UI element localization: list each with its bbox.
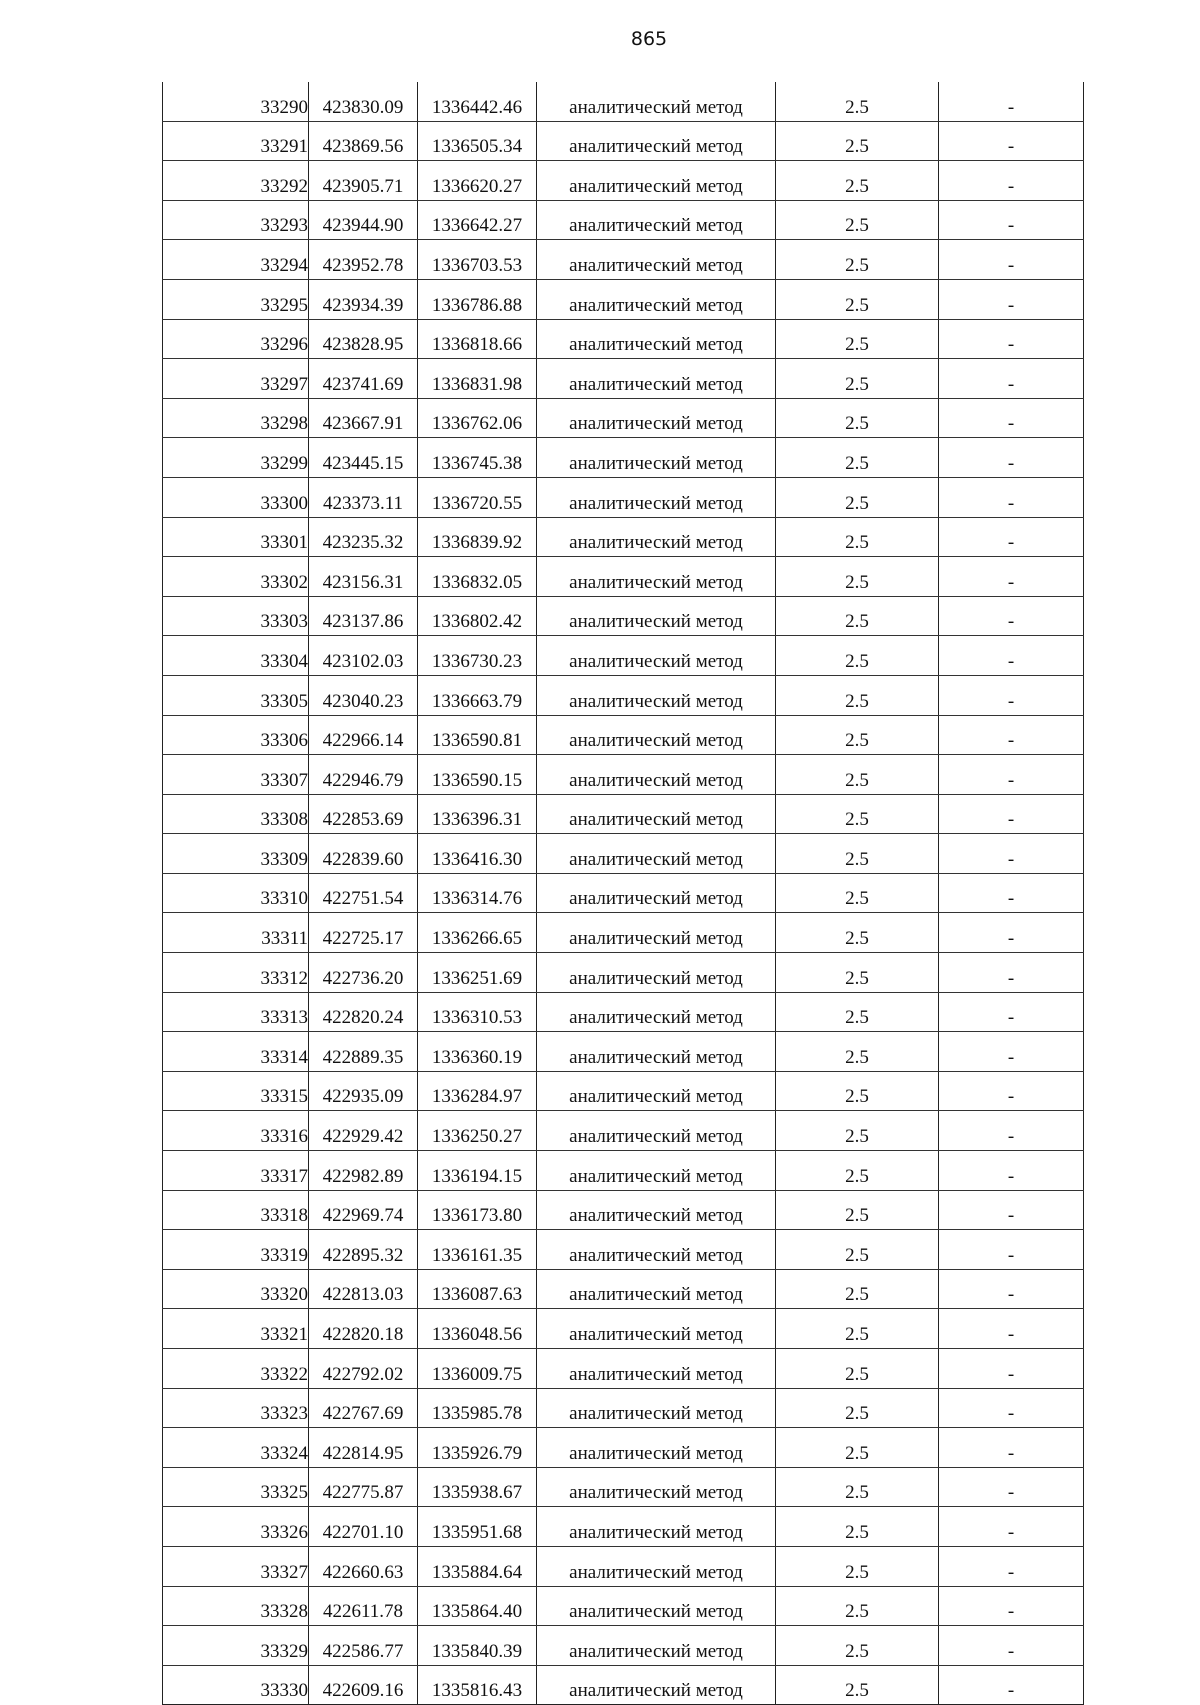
table-row: [163, 675, 1084, 715]
point-number-cell: 33306: [163, 715, 309, 755]
point-number-cell: 33303: [163, 596, 309, 636]
x-coordinate-cell: 422751.54: [309, 873, 418, 913]
accuracy-cell: 2.5: [776, 398, 939, 438]
x-coordinate-cell: 422736.20: [309, 953, 418, 993]
point-number-cell: 33326: [163, 1507, 309, 1547]
x-coordinate-cell: 423869.56: [309, 121, 418, 161]
accuracy-cell: 2.5: [776, 1388, 939, 1428]
accuracy-cell: 2.5: [776, 873, 939, 913]
point-number-cell: 33323: [163, 1388, 309, 1428]
point-number-cell: 33328: [163, 1586, 309, 1626]
y-coordinate-cell: 1336250.27: [418, 1111, 537, 1151]
point-number-cell: 33299: [163, 438, 309, 478]
y-coordinate-cell: 1336505.34: [418, 121, 537, 161]
point-number-cell: 33309: [163, 834, 309, 874]
x-coordinate-cell: 422725.17: [309, 913, 418, 953]
table-row: [163, 596, 1084, 636]
x-coordinate-cell: 422839.60: [309, 834, 418, 874]
method-cell: аналитический метод: [537, 636, 776, 676]
note-cell: -: [939, 82, 1084, 121]
note-cell: -: [939, 913, 1084, 953]
x-coordinate-cell: 423952.78: [309, 240, 418, 280]
method-cell: аналитический метод: [537, 1032, 776, 1072]
note-cell: -: [939, 992, 1084, 1032]
point-number-cell: 33316: [163, 1111, 309, 1151]
table-row: [163, 1586, 1084, 1626]
accuracy-cell: 2.5: [776, 1546, 939, 1586]
note-cell: -: [939, 1032, 1084, 1072]
table-row: [163, 913, 1084, 953]
y-coordinate-cell: 1336590.15: [418, 755, 537, 795]
coordinates-table: [162, 82, 1084, 1705]
table-row: [163, 715, 1084, 755]
x-coordinate-cell: 423040.23: [309, 675, 418, 715]
accuracy-cell: 2.5: [776, 675, 939, 715]
y-coordinate-cell: 1336284.97: [418, 1071, 537, 1111]
table-row: [163, 636, 1084, 676]
accuracy-cell: 2.5: [776, 913, 939, 953]
table-row: [163, 1032, 1084, 1072]
method-cell: аналитический метод: [537, 1349, 776, 1389]
method-cell: аналитический метод: [537, 596, 776, 636]
note-cell: -: [939, 1388, 1084, 1428]
table-row: [163, 1151, 1084, 1191]
x-coordinate-cell: 422609.16: [309, 1665, 418, 1705]
table-row: [163, 1071, 1084, 1111]
y-coordinate-cell: 1335840.39: [418, 1626, 537, 1666]
accuracy-cell: 2.5: [776, 477, 939, 517]
point-number-cell: 33312: [163, 953, 309, 993]
note-cell: -: [939, 1626, 1084, 1666]
table-row: [163, 1507, 1084, 1547]
accuracy-cell: 2.5: [776, 279, 939, 319]
y-coordinate-cell: 1336642.27: [418, 200, 537, 240]
y-coordinate-cell: 1336314.76: [418, 873, 537, 913]
note-cell: -: [939, 1151, 1084, 1191]
method-cell: аналитический метод: [537, 913, 776, 953]
x-coordinate-cell: 422660.63: [309, 1546, 418, 1586]
method-cell: аналитический метод: [537, 1151, 776, 1191]
table-row: [163, 161, 1084, 201]
accuracy-cell: 2.5: [776, 1269, 939, 1309]
accuracy-cell: 2.5: [776, 834, 939, 874]
method-cell: аналитический метод: [537, 319, 776, 359]
point-number-cell: 33298: [163, 398, 309, 438]
table-row: [163, 1428, 1084, 1468]
point-number-cell: 33321: [163, 1309, 309, 1349]
y-coordinate-cell: 1336048.56: [418, 1309, 537, 1349]
method-cell: аналитический метод: [537, 1428, 776, 1468]
method-cell: аналитический метод: [537, 755, 776, 795]
point-number-cell: 33329: [163, 1626, 309, 1666]
point-number-cell: 33308: [163, 794, 309, 834]
note-cell: -: [939, 1230, 1084, 1270]
accuracy-cell: 2.5: [776, 1626, 939, 1666]
x-coordinate-cell: 422814.95: [309, 1428, 418, 1468]
method-cell: аналитический метод: [537, 161, 776, 201]
note-cell: -: [939, 1309, 1084, 1349]
y-coordinate-cell: 1335926.79: [418, 1428, 537, 1468]
note-cell: -: [939, 1071, 1084, 1111]
x-coordinate-cell: 423944.90: [309, 200, 418, 240]
point-number-cell: 33318: [163, 1190, 309, 1230]
method-cell: аналитический метод: [537, 1269, 776, 1309]
table-row: [163, 1190, 1084, 1230]
method-cell: аналитический метод: [537, 794, 776, 834]
y-coordinate-cell: 1336831.98: [418, 359, 537, 399]
note-cell: -: [939, 200, 1084, 240]
x-coordinate-cell: 422946.79: [309, 755, 418, 795]
accuracy-cell: 2.5: [776, 1349, 939, 1389]
note-cell: -: [939, 1428, 1084, 1468]
note-cell: -: [939, 398, 1084, 438]
accuracy-cell: 2.5: [776, 1111, 939, 1151]
x-coordinate-cell: 422853.69: [309, 794, 418, 834]
table-row: [163, 1230, 1084, 1270]
note-cell: -: [939, 834, 1084, 874]
accuracy-cell: 2.5: [776, 161, 939, 201]
method-cell: аналитический метод: [537, 953, 776, 993]
note-cell: -: [939, 517, 1084, 557]
point-number-cell: 33315: [163, 1071, 309, 1111]
page-number: 865: [630, 28, 668, 50]
point-number-cell: 33322: [163, 1349, 309, 1389]
x-coordinate-cell: 422982.89: [309, 1151, 418, 1191]
method-cell: аналитический метод: [537, 715, 776, 755]
method-cell: аналитический метод: [537, 1388, 776, 1428]
x-coordinate-cell: 423156.31: [309, 557, 418, 597]
note-cell: -: [939, 240, 1084, 280]
accuracy-cell: 2.5: [776, 240, 939, 280]
table-row: [163, 873, 1084, 913]
table-row: [163, 1467, 1084, 1507]
table-row: [163, 279, 1084, 319]
method-cell: аналитический метод: [537, 1586, 776, 1626]
note-cell: -: [939, 121, 1084, 161]
point-number-cell: 33291: [163, 121, 309, 161]
method-cell: аналитический метод: [537, 1190, 776, 1230]
point-number-cell: 33297: [163, 359, 309, 399]
x-coordinate-cell: 422889.35: [309, 1032, 418, 1072]
note-cell: -: [939, 675, 1084, 715]
method-cell: аналитический метод: [537, 1626, 776, 1666]
table-row: [163, 1388, 1084, 1428]
y-coordinate-cell: 1336839.92: [418, 517, 537, 557]
x-coordinate-cell: 423830.09: [309, 82, 418, 121]
y-coordinate-cell: 1336310.53: [418, 992, 537, 1032]
method-cell: аналитический метод: [537, 279, 776, 319]
method-cell: аналитический метод: [537, 1071, 776, 1111]
x-coordinate-cell: 423102.03: [309, 636, 418, 676]
note-cell: -: [939, 1586, 1084, 1626]
y-coordinate-cell: 1336590.81: [418, 715, 537, 755]
y-coordinate-cell: 1335951.68: [418, 1507, 537, 1547]
method-cell: аналитический метод: [537, 1546, 776, 1586]
note-cell: -: [939, 279, 1084, 319]
accuracy-cell: 2.5: [776, 1032, 939, 1072]
table-row: [163, 359, 1084, 399]
table-row: [163, 834, 1084, 874]
accuracy-cell: 2.5: [776, 1586, 939, 1626]
method-cell: аналитический метод: [537, 675, 776, 715]
table-row: [163, 1546, 1084, 1586]
note-cell: -: [939, 359, 1084, 399]
table-row: [163, 438, 1084, 478]
method-cell: аналитический метод: [537, 834, 776, 874]
note-cell: -: [939, 953, 1084, 993]
accuracy-cell: 2.5: [776, 755, 939, 795]
point-number-cell: 33311: [163, 913, 309, 953]
point-number-cell: 33302: [163, 557, 309, 597]
method-cell: аналитический метод: [537, 873, 776, 913]
point-number-cell: 33324: [163, 1428, 309, 1468]
x-coordinate-cell: 422820.18: [309, 1309, 418, 1349]
y-coordinate-cell: 1336786.88: [418, 279, 537, 319]
table-row: [163, 398, 1084, 438]
accuracy-cell: 2.5: [776, 1507, 939, 1547]
table-row: [163, 200, 1084, 240]
method-cell: аналитический метод: [537, 1507, 776, 1547]
method-cell: аналитический метод: [537, 1309, 776, 1349]
x-coordinate-cell: 423934.39: [309, 279, 418, 319]
note-cell: -: [939, 477, 1084, 517]
y-coordinate-cell: 1336194.15: [418, 1151, 537, 1191]
x-coordinate-cell: 422813.03: [309, 1269, 418, 1309]
table-row: [163, 557, 1084, 597]
table-row: [163, 477, 1084, 517]
y-coordinate-cell: 1336087.63: [418, 1269, 537, 1309]
x-coordinate-cell: 422586.77: [309, 1626, 418, 1666]
point-number-cell: 33294: [163, 240, 309, 280]
x-coordinate-cell: 423741.69: [309, 359, 418, 399]
point-number-cell: 33296: [163, 319, 309, 359]
y-coordinate-cell: 1336396.31: [418, 794, 537, 834]
point-number-cell: 33330: [163, 1665, 309, 1705]
method-cell: аналитический метод: [537, 240, 776, 280]
point-number-cell: 33327: [163, 1546, 309, 1586]
note-cell: -: [939, 1546, 1084, 1586]
method-cell: аналитический метод: [537, 1467, 776, 1507]
method-cell: аналитический метод: [537, 398, 776, 438]
accuracy-cell: 2.5: [776, 1309, 939, 1349]
y-coordinate-cell: 1336762.06: [418, 398, 537, 438]
y-coordinate-cell: 1336251.69: [418, 953, 537, 993]
y-coordinate-cell: 1336620.27: [418, 161, 537, 201]
note-cell: -: [939, 161, 1084, 201]
table-row: [163, 1309, 1084, 1349]
method-cell: аналитический метод: [537, 477, 776, 517]
method-cell: аналитический метод: [537, 121, 776, 161]
x-coordinate-cell: 422701.10: [309, 1507, 418, 1547]
x-coordinate-cell: 422895.32: [309, 1230, 418, 1270]
x-coordinate-cell: 423137.86: [309, 596, 418, 636]
point-number-cell: 33301: [163, 517, 309, 557]
point-number-cell: 33320: [163, 1269, 309, 1309]
method-cell: аналитический метод: [537, 359, 776, 399]
x-coordinate-cell: 423235.32: [309, 517, 418, 557]
y-coordinate-cell: 1336266.65: [418, 913, 537, 953]
table-row: [163, 1111, 1084, 1151]
point-number-cell: 33290: [163, 82, 309, 121]
table-row: [163, 240, 1084, 280]
accuracy-cell: 2.5: [776, 953, 939, 993]
method-cell: аналитический метод: [537, 1111, 776, 1151]
note-cell: -: [939, 755, 1084, 795]
point-number-cell: 33305: [163, 675, 309, 715]
y-coordinate-cell: 1335938.67: [418, 1467, 537, 1507]
method-cell: аналитический метод: [537, 992, 776, 1032]
x-coordinate-cell: 422775.87: [309, 1467, 418, 1507]
note-cell: -: [939, 1665, 1084, 1705]
accuracy-cell: 2.5: [776, 1230, 939, 1270]
y-coordinate-cell: 1335985.78: [418, 1388, 537, 1428]
note-cell: -: [939, 715, 1084, 755]
table-row: [163, 992, 1084, 1032]
method-cell: аналитический метод: [537, 517, 776, 557]
point-number-cell: 33319: [163, 1230, 309, 1270]
y-coordinate-cell: 1335816.43: [418, 1665, 537, 1705]
note-cell: -: [939, 319, 1084, 359]
y-coordinate-cell: 1336663.79: [418, 675, 537, 715]
point-number-cell: 33293: [163, 200, 309, 240]
method-cell: аналитический метод: [537, 82, 776, 121]
table-row: [163, 1269, 1084, 1309]
table-row: [163, 517, 1084, 557]
note-cell: -: [939, 1190, 1084, 1230]
note-cell: -: [939, 557, 1084, 597]
y-coordinate-cell: 1336173.80: [418, 1190, 537, 1230]
accuracy-cell: 2.5: [776, 557, 939, 597]
accuracy-cell: 2.5: [776, 319, 939, 359]
table-row: [163, 82, 1084, 121]
x-coordinate-cell: 423373.11: [309, 477, 418, 517]
note-cell: -: [939, 1507, 1084, 1547]
point-number-cell: 33304: [163, 636, 309, 676]
accuracy-cell: 2.5: [776, 82, 939, 121]
point-number-cell: 33325: [163, 1467, 309, 1507]
table-row: [163, 1349, 1084, 1389]
accuracy-cell: 2.5: [776, 1665, 939, 1705]
point-number-cell: 33295: [163, 279, 309, 319]
y-coordinate-cell: 1336720.55: [418, 477, 537, 517]
table-row: [163, 755, 1084, 795]
method-cell: аналитический метод: [537, 557, 776, 597]
table-row: [163, 1665, 1084, 1705]
x-coordinate-cell: 422792.02: [309, 1349, 418, 1389]
point-number-cell: 33307: [163, 755, 309, 795]
y-coordinate-cell: 1336442.46: [418, 82, 537, 121]
x-coordinate-cell: 423445.15: [309, 438, 418, 478]
x-coordinate-cell: 422935.09: [309, 1071, 418, 1111]
note-cell: -: [939, 596, 1084, 636]
point-number-cell: 33317: [163, 1151, 309, 1191]
y-coordinate-cell: 1336832.05: [418, 557, 537, 597]
y-coordinate-cell: 1336009.75: [418, 1349, 537, 1389]
accuracy-cell: 2.5: [776, 1151, 939, 1191]
point-number-cell: 33314: [163, 1032, 309, 1072]
y-coordinate-cell: 1336416.30: [418, 834, 537, 874]
method-cell: аналитический метод: [537, 438, 776, 478]
y-coordinate-cell: 1335884.64: [418, 1546, 537, 1586]
y-coordinate-cell: 1336161.35: [418, 1230, 537, 1270]
accuracy-cell: 2.5: [776, 121, 939, 161]
x-coordinate-cell: 422820.24: [309, 992, 418, 1032]
accuracy-cell: 2.5: [776, 596, 939, 636]
y-coordinate-cell: 1336360.19: [418, 1032, 537, 1072]
note-cell: -: [939, 1349, 1084, 1389]
y-coordinate-cell: 1336818.66: [418, 319, 537, 359]
x-coordinate-cell: 422611.78: [309, 1586, 418, 1626]
table-row: [163, 794, 1084, 834]
x-coordinate-cell: 423828.95: [309, 319, 418, 359]
x-coordinate-cell: 422969.74: [309, 1190, 418, 1230]
accuracy-cell: 2.5: [776, 1190, 939, 1230]
note-cell: -: [939, 1111, 1084, 1151]
y-coordinate-cell: 1336802.42: [418, 596, 537, 636]
accuracy-cell: 2.5: [776, 1467, 939, 1507]
note-cell: -: [939, 873, 1084, 913]
accuracy-cell: 2.5: [776, 715, 939, 755]
note-cell: -: [939, 1269, 1084, 1309]
x-coordinate-cell: 422966.14: [309, 715, 418, 755]
y-coordinate-cell: 1336703.53: [418, 240, 537, 280]
note-cell: -: [939, 794, 1084, 834]
accuracy-cell: 2.5: [776, 794, 939, 834]
note-cell: -: [939, 438, 1084, 478]
method-cell: аналитический метод: [537, 1230, 776, 1270]
y-coordinate-cell: 1336745.38: [418, 438, 537, 478]
method-cell: аналитический метод: [537, 1665, 776, 1705]
note-cell: -: [939, 636, 1084, 676]
x-coordinate-cell: 423667.91: [309, 398, 418, 438]
accuracy-cell: 2.5: [776, 438, 939, 478]
accuracy-cell: 2.5: [776, 359, 939, 399]
x-coordinate-cell: 422767.69: [309, 1388, 418, 1428]
y-coordinate-cell: 1336730.23: [418, 636, 537, 676]
table-body: [163, 82, 1084, 1705]
x-coordinate-cell: 423905.71: [309, 161, 418, 201]
point-number-cell: 33300: [163, 477, 309, 517]
point-number-cell: 33292: [163, 161, 309, 201]
accuracy-cell: 2.5: [776, 200, 939, 240]
accuracy-cell: 2.5: [776, 992, 939, 1032]
y-coordinate-cell: 1335864.40: [418, 1586, 537, 1626]
accuracy-cell: 2.5: [776, 1428, 939, 1468]
table-row: [163, 319, 1084, 359]
accuracy-cell: 2.5: [776, 517, 939, 557]
note-cell: -: [939, 1467, 1084, 1507]
table-row: [163, 121, 1084, 161]
point-number-cell: 33313: [163, 992, 309, 1032]
method-cell: аналитический метод: [537, 200, 776, 240]
table-row: [163, 953, 1084, 993]
accuracy-cell: 2.5: [776, 636, 939, 676]
table-row: [163, 1626, 1084, 1666]
accuracy-cell: 2.5: [776, 1071, 939, 1111]
point-number-cell: 33310: [163, 873, 309, 913]
x-coordinate-cell: 422929.42: [309, 1111, 418, 1151]
